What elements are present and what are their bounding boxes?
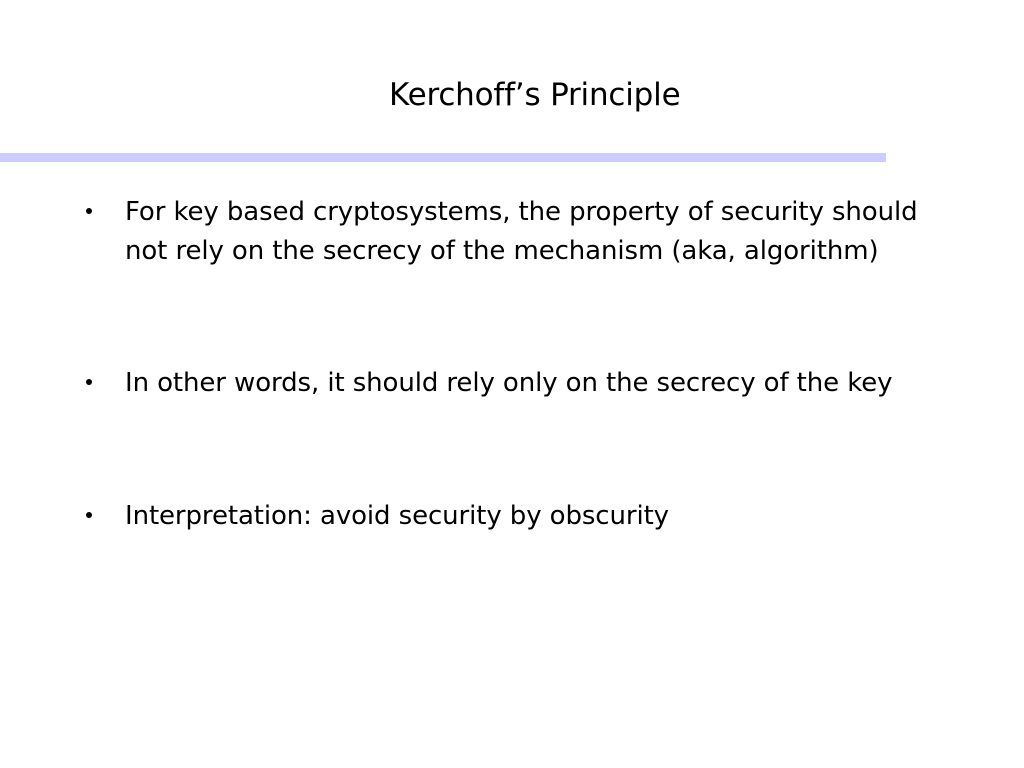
title-divider [0,153,886,162]
bullet-text: For key based cryptosystems, the property of security should not rely on the secrecy of the mechanism (aka, algorithm) [125,197,918,266]
bullet-item [86,497,966,536]
bullet-icon [86,512,92,518]
slide-title: Kerchoff’s Principle [389,77,681,113]
bullet-text: In other words, it should rely only on the secrecy of the key [125,368,893,398]
bullet-icon [86,208,92,214]
bullet-text: Interpretation: avoid security by obscurity [125,501,669,531]
bullet-item [86,193,966,271]
bullet-icon [86,379,92,385]
bullet-item [86,364,966,403]
